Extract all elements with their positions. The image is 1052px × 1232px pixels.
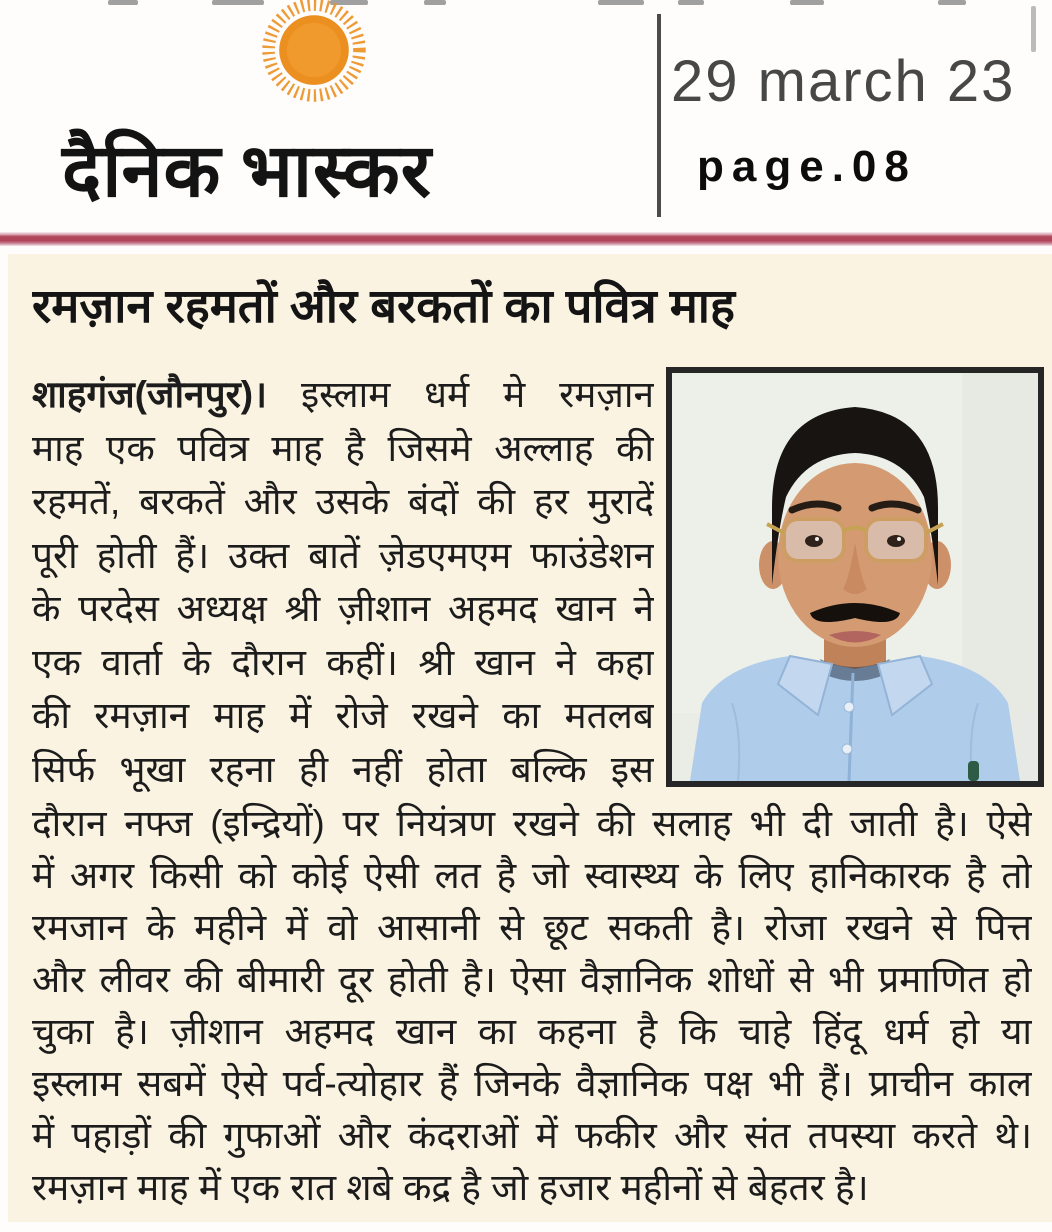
newspaper-name: दैनिक भास्कर — [62, 131, 432, 213]
body-line: दौरान नफ्ज (इन्द्रियों) पर नियंत्रण रखने की सलाह भी दी जाती है। ऐसे — [32, 803, 1032, 844]
article-fullwidth-text — [32, 798, 1032, 1214]
page-number: page.08 — [697, 142, 917, 191]
body-line: माह एक पवित्र माह है जिसमे अल्लाह की — [32, 427, 654, 469]
crop-mark — [108, 0, 138, 5]
body-line: की रमज़ान माह में रोजे रखने का मतलब — [32, 695, 654, 736]
body-line: के परदेस अध्यक्ष श्री ज़ीशान अहमद खान ने — [32, 588, 654, 629]
issue-date: 29 march 23 — [671, 49, 1016, 114]
crop-mark — [424, 0, 446, 5]
accent-rule — [0, 232, 1052, 246]
header-divider — [657, 14, 661, 217]
article-column-text — [32, 368, 654, 796]
body-line: रमज़ान माह में एक रात शबे कद्र है जो हजार महीनों से बेहतर है। — [32, 1167, 869, 1208]
body-line: एक वार्ता के दौरान कहीं। श्री खान ने कहा — [32, 641, 654, 683]
body-line: और लीवर की बीमारी दूर होती है। ऐसा वैज्ञानिक शोधों से भी प्रमाणित हो — [32, 959, 1032, 1000]
body-line: रहमतें, बरकतें और उसके बंदों की हर मुरादें — [32, 481, 654, 522]
body-line: पूरी होती हैं। उक्त बातें ज़ेडएमएम फाउंडेशन — [32, 534, 654, 576]
body-line: सिर्फ भूखा रहना ही नहीं होता बल्कि इस — [32, 748, 654, 790]
article-headline: रमज़ान रहमतों और बरकतों का पवित्र माह — [32, 279, 735, 332]
body-line: में पहाड़ों की गुफाओं और कंदराओं में फकीर और संत तपस्या करते थे। — [32, 1115, 1032, 1156]
crop-mark — [678, 0, 704, 5]
body-line: इस्लाम सबमें ऐसे पर्व-त्योहार हैं जिनके वैज्ञानिक पक्ष भी हैं। प्राचीन काल — [32, 1063, 1032, 1104]
body-line: रमजान के महीने में वो आसानी से छूट सकती है। रोजा रखने से पित्त — [32, 907, 1032, 948]
body-line-text: इस्लाम धर्म मे रमज़ान — [267, 374, 654, 415]
scan-edge-smudge — [1031, 6, 1036, 52]
article-photo — [666, 367, 1044, 787]
sun-icon — [256, 0, 372, 110]
dateline: शाहगंज(जौनपुर)। — [32, 374, 268, 415]
crop-mark — [790, 0, 824, 5]
body-line: में अगर किसी को कोई ऐसी लत है जो स्वास्थ्य के लिए हानिकारक है तो — [32, 855, 1032, 896]
body-line — [32, 368, 654, 422]
body-line: चुका है। ज़ीशान अहमद खान का कहना है कि चाहे हिंदू धर्म हो या — [32, 1011, 1032, 1052]
crop-mark — [598, 0, 644, 5]
crop-mark — [938, 0, 966, 5]
portrait-illustration — [672, 373, 1038, 781]
